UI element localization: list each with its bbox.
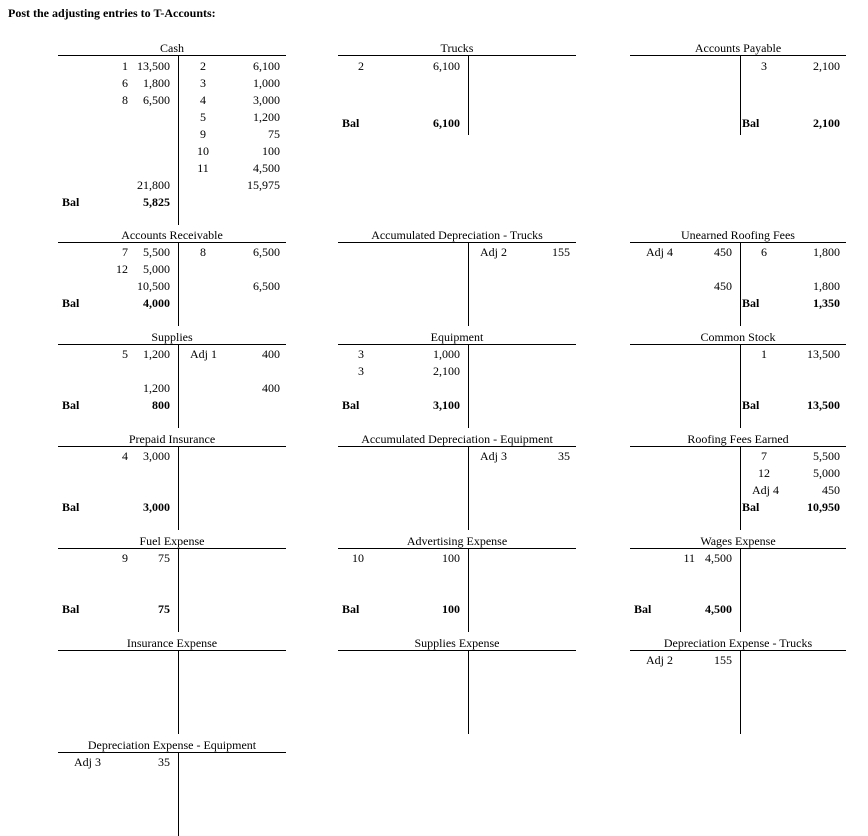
account-name: Accounts Payable xyxy=(694,41,782,55)
account-name: Supplies Expense xyxy=(414,636,500,650)
debit-amount: 13,500 xyxy=(137,59,170,73)
debit-amount: 2,100 xyxy=(433,364,460,378)
balance-label: Bal xyxy=(62,195,80,209)
debit-reference: 1 xyxy=(122,59,128,73)
account-name: Depreciation Expense - Trucks xyxy=(663,636,813,650)
t-account-center-rule xyxy=(740,242,741,326)
credit-amount: 3,000 xyxy=(253,93,280,107)
t-account-top-rule xyxy=(58,650,286,651)
debit-amount: 75 xyxy=(158,551,170,565)
t-account-center-rule xyxy=(740,55,741,135)
debit-balance: 4,000 xyxy=(143,296,170,310)
credit-amount: 6,500 xyxy=(253,245,280,259)
credit-reference: Adj 4 xyxy=(752,483,779,497)
balance-label: Bal xyxy=(62,500,80,514)
credit-amount: 35 xyxy=(558,449,570,463)
t-account-center-rule xyxy=(468,548,469,632)
debit-reference: 9 xyxy=(122,551,128,565)
credit-reference: 12 xyxy=(758,466,770,480)
t-account-top-rule xyxy=(58,752,286,753)
debit-amount: 4,500 xyxy=(705,551,732,565)
account-name: Cash xyxy=(160,41,184,55)
credit-amount: 6,500 xyxy=(253,279,280,293)
account-name: Equipment xyxy=(430,330,484,344)
t-account-top-rule xyxy=(58,55,286,56)
debit-balance: 3,100 xyxy=(433,398,460,412)
account-name: Accumulated Depreciation - Trucks xyxy=(371,228,543,242)
debit-reference: 12 xyxy=(116,262,128,276)
account-name: Insurance Expense xyxy=(126,636,218,650)
debit-amount: 6,500 xyxy=(143,93,170,107)
account-name: Unearned Roofing Fees xyxy=(681,228,795,242)
t-account-top-rule xyxy=(630,344,846,345)
credit-reference: 8 xyxy=(200,245,206,259)
debit-amount: 3,000 xyxy=(143,449,170,463)
debit-amount: 35 xyxy=(158,755,170,769)
t-account-top-rule xyxy=(338,242,576,243)
debit-balance: 6,100 xyxy=(433,116,460,130)
credit-amount: 2,100 xyxy=(813,59,840,73)
debit-amount: 100 xyxy=(442,551,460,565)
page-title: Post the adjusting entries to T-Accounts: xyxy=(8,6,216,20)
credit-reference: Adj 2 xyxy=(480,245,507,259)
credit-reference: 1 xyxy=(761,347,767,361)
credit-reference: 3 xyxy=(761,59,767,73)
t-account-top-rule xyxy=(338,548,576,549)
t-account-top-rule xyxy=(58,548,286,549)
t-account-top-rule xyxy=(630,548,846,549)
account-name: Fuel Expense xyxy=(139,534,205,548)
t-account-top-rule xyxy=(58,242,286,243)
account-name: Accumulated Depreciation - Equipment xyxy=(361,432,553,446)
t-account-center-rule xyxy=(740,650,741,734)
account-name: Supplies xyxy=(151,330,193,344)
t-account-top-rule xyxy=(630,55,846,56)
debit-reference: 8 xyxy=(122,93,128,107)
debit-amount: 10,500 xyxy=(137,279,170,293)
account-name: Accounts Receivable xyxy=(121,228,223,242)
debit-reference: Adj 2 xyxy=(646,653,673,667)
debit-amount: 5,500 xyxy=(143,245,170,259)
debit-reference: 3 xyxy=(358,364,364,378)
debit-reference: 3 xyxy=(358,347,364,361)
debit-amount: 1,800 xyxy=(143,76,170,90)
balance-label: Bal xyxy=(742,500,760,514)
account-name: Common Stock xyxy=(700,330,776,344)
t-account-center-rule xyxy=(468,344,469,428)
credit-reference: 7 xyxy=(761,449,767,463)
credit-amount: 5,500 xyxy=(813,449,840,463)
credit-amount: 1,200 xyxy=(253,110,280,124)
credit-reference: 3 xyxy=(200,76,206,90)
balance-label: Bal xyxy=(62,602,80,616)
credit-balance: 13,500 xyxy=(807,398,840,412)
debit-amount: 450 xyxy=(714,279,732,293)
credit-amount: 400 xyxy=(262,381,280,395)
debit-reference: 5 xyxy=(122,347,128,361)
credit-amount: 100 xyxy=(262,144,280,158)
credit-reference: 9 xyxy=(200,127,206,141)
t-account-center-rule xyxy=(178,548,179,632)
credit-amount: 75 xyxy=(268,127,280,141)
debit-reference: 10 xyxy=(352,551,364,565)
credit-amount: 4,500 xyxy=(253,161,280,175)
debit-balance: 3,000 xyxy=(143,500,170,514)
credit-amount: 155 xyxy=(552,245,570,259)
credit-balance: 1,350 xyxy=(813,296,840,310)
credit-amount: 1,800 xyxy=(813,279,840,293)
credit-amount: 1,800 xyxy=(813,245,840,259)
balance-label: Bal xyxy=(342,398,360,412)
t-account-top-rule xyxy=(630,446,846,447)
t-account-center-rule xyxy=(740,548,741,632)
credit-reference: Adj 1 xyxy=(190,347,217,361)
t-account-center-rule xyxy=(468,242,469,326)
debit-amount: 1,200 xyxy=(143,381,170,395)
t-account-center-rule xyxy=(468,446,469,530)
balance-label: Bal xyxy=(62,398,80,412)
debit-reference: 6 xyxy=(122,76,128,90)
t-account-center-rule xyxy=(178,344,179,428)
debit-balance: 4,500 xyxy=(705,602,732,616)
debit-amount: 1,000 xyxy=(433,347,460,361)
debit-balance: 75 xyxy=(158,602,170,616)
t-account-top-rule xyxy=(630,242,846,243)
t-account-top-rule xyxy=(338,446,576,447)
balance-label: Bal xyxy=(342,602,360,616)
credit-reference: 10 xyxy=(197,144,209,158)
balance-label: Bal xyxy=(742,296,760,310)
t-account-top-rule xyxy=(338,650,576,651)
debit-amount: 21,800 xyxy=(137,178,170,192)
credit-amount: 6,100 xyxy=(253,59,280,73)
account-name: Advertising Expense xyxy=(406,534,508,548)
t-account-top-rule xyxy=(630,650,846,651)
debit-reference: Adj 3 xyxy=(74,755,101,769)
credit-reference: 4 xyxy=(200,93,206,107)
balance-label: Bal xyxy=(742,398,760,412)
debit-amount: 155 xyxy=(714,653,732,667)
t-account-top-rule xyxy=(58,344,286,345)
debit-reference: 11 xyxy=(683,551,695,565)
credit-reference: 11 xyxy=(197,161,209,175)
balance-label: Bal xyxy=(634,602,652,616)
t-account-top-rule xyxy=(338,55,576,56)
balance-label: Bal xyxy=(62,296,80,310)
account-name: Depreciation Expense - Equipment xyxy=(87,738,257,752)
t-account-center-rule xyxy=(740,344,741,428)
debit-reference: 7 xyxy=(122,245,128,259)
credit-reference: Adj 3 xyxy=(480,449,507,463)
debit-amount: 5,000 xyxy=(143,262,170,276)
t-account-center-rule xyxy=(178,752,179,836)
credit-reference: 5 xyxy=(200,110,206,124)
debit-reference: Adj 4 xyxy=(646,245,673,259)
t-account-top-rule xyxy=(338,344,576,345)
credit-balance: 10,950 xyxy=(807,500,840,514)
credit-amount: 450 xyxy=(822,483,840,497)
credit-amount: 15,975 xyxy=(247,178,280,192)
balance-label: Bal xyxy=(342,116,360,130)
debit-amount: 450 xyxy=(714,245,732,259)
t-account-center-rule xyxy=(178,446,179,530)
t-account-center-rule xyxy=(468,55,469,135)
credit-amount: 400 xyxy=(262,347,280,361)
debit-balance: 100 xyxy=(442,602,460,616)
account-name: Trucks xyxy=(440,41,474,55)
debit-balance: 5,825 xyxy=(143,195,170,209)
credit-amount: 1,000 xyxy=(253,76,280,90)
debit-balance: 800 xyxy=(152,398,170,412)
account-name: Wages Expense xyxy=(700,534,776,548)
credit-reference: 6 xyxy=(761,245,767,259)
credit-reference: 2 xyxy=(200,59,206,73)
debit-amount: 1,200 xyxy=(143,347,170,361)
credit-balance: 2,100 xyxy=(813,116,840,130)
t-account-top-rule xyxy=(58,446,286,447)
credit-amount: 5,000 xyxy=(813,466,840,480)
t-account-center-rule xyxy=(468,650,469,734)
debit-amount: 6,100 xyxy=(433,59,460,73)
account-name: Prepaid Insurance xyxy=(128,432,216,446)
t-account-center-rule xyxy=(178,242,179,326)
account-name: Roofing Fees Earned xyxy=(687,432,789,446)
t-account-center-rule xyxy=(178,55,179,225)
debit-reference: 4 xyxy=(122,449,128,463)
debit-reference: 2 xyxy=(358,59,364,73)
balance-label: Bal xyxy=(742,116,760,130)
t-account-center-rule xyxy=(740,446,741,530)
credit-amount: 13,500 xyxy=(807,347,840,361)
t-account-center-rule xyxy=(178,650,179,734)
